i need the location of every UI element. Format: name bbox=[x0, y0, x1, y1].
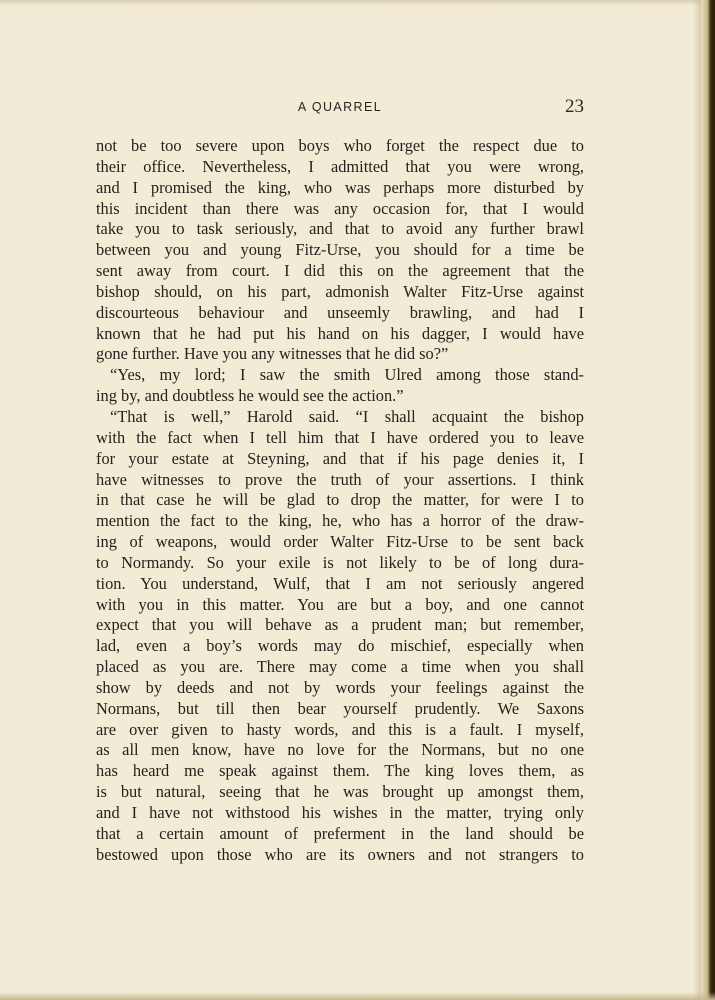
text-line: ing by, and doubtless he would see the action.” bbox=[96, 386, 404, 406]
text-line: that a certain amount of preferment in the land should be bbox=[96, 823, 584, 843]
text-line: and I promised the king, who was perhaps more disturbed by bbox=[96, 177, 584, 197]
text-line: lad, even a boy’s words may do mischief, especially when bbox=[96, 636, 584, 656]
page-bottom-edge bbox=[0, 992, 715, 1000]
text-line: sent away from court. I did this on the agreement that the bbox=[96, 261, 584, 281]
text-line: is but natural, seeing that he was brought up amongst them, bbox=[96, 782, 584, 802]
page-gutter-shadow bbox=[693, 0, 701, 1000]
text-line: expect that you will behave as a prudent man; but remember, bbox=[96, 615, 584, 635]
page-top-edge bbox=[0, 0, 715, 6]
text-line: “That is well,” Harold said. “I shall acquaint the bishop bbox=[110, 406, 584, 426]
text-line: and I have not withstood his wishes in the matter, trying only bbox=[96, 803, 584, 822]
text-line: with the fact when I tell him that I have ordered you to leave bbox=[96, 427, 584, 447]
text-line: as all men know, have no love for the Normans, but no one bbox=[96, 740, 584, 760]
text-line: ing of weapons, would order Walter Fitz-Urse to be sent back bbox=[96, 532, 584, 552]
text-line: Normans, but till then bear yourself prudently. We Saxons bbox=[96, 698, 584, 718]
text-line: bestowed upon those who are its owners and not strangers to bbox=[96, 844, 584, 864]
text-line: bishop should, on his part, admonish Walter Fitz-Urse against bbox=[96, 281, 584, 301]
text-line: not be too severe upon boys who forget the respect due to bbox=[96, 136, 584, 155]
text-line: discourteous behaviour and unseemly brawling, and had I bbox=[96, 302, 584, 322]
text-line: tion. You understand, Wulf, that I am not seriously angered bbox=[96, 573, 584, 593]
text-line: have witnesses to prove the truth of your assertions. I think bbox=[96, 469, 584, 489]
text-line: this incident than there was any occasion for, that I would bbox=[96, 198, 584, 218]
running-head: A QUARREL bbox=[297, 100, 383, 114]
text-line: for your estate at Steyning, and that if his page denies it, I bbox=[96, 448, 584, 468]
text-line: with you in this matter. You are but a boy, and one cannot bbox=[96, 594, 584, 614]
text-line: known that he had put his hand on his dagger, I would have bbox=[96, 323, 584, 343]
text-line: their office. Nevertheless, I admitted that you were wrong, bbox=[96, 156, 584, 176]
text-line: between you and young Fitz-Urse, you should for a time be bbox=[96, 240, 584, 260]
text-line: placed as you are. There may come a time when you shall bbox=[96, 657, 584, 677]
page-number: 23 bbox=[565, 96, 584, 117]
text-line: “Yes, my lord; I saw the smith Ulred among those stand- bbox=[110, 365, 584, 385]
body-text bbox=[96, 136, 584, 866]
page-header bbox=[96, 96, 584, 122]
text-line: has heard me speak against them. The king loves them, as bbox=[96, 761, 584, 781]
text-line: take you to task seriously, and that to avoid any further brawl bbox=[96, 219, 584, 239]
text-line: to Normandy. So your exile is not likely to be of long dura- bbox=[96, 552, 584, 572]
text-line: show by deeds and not by words your feelings against the bbox=[96, 677, 584, 697]
text-line: are over given to hasty words, and this is a fault. I myself, bbox=[96, 719, 584, 739]
text-line: gone further. Have you any witnesses that he did so?” bbox=[96, 344, 449, 364]
page-right-edge bbox=[701, 0, 715, 1000]
text-line: in that case he will be glad to drop the matter, for were I to bbox=[96, 490, 584, 510]
text-line: mention the fact to the king, he, who has a horror of the draw- bbox=[96, 511, 584, 531]
